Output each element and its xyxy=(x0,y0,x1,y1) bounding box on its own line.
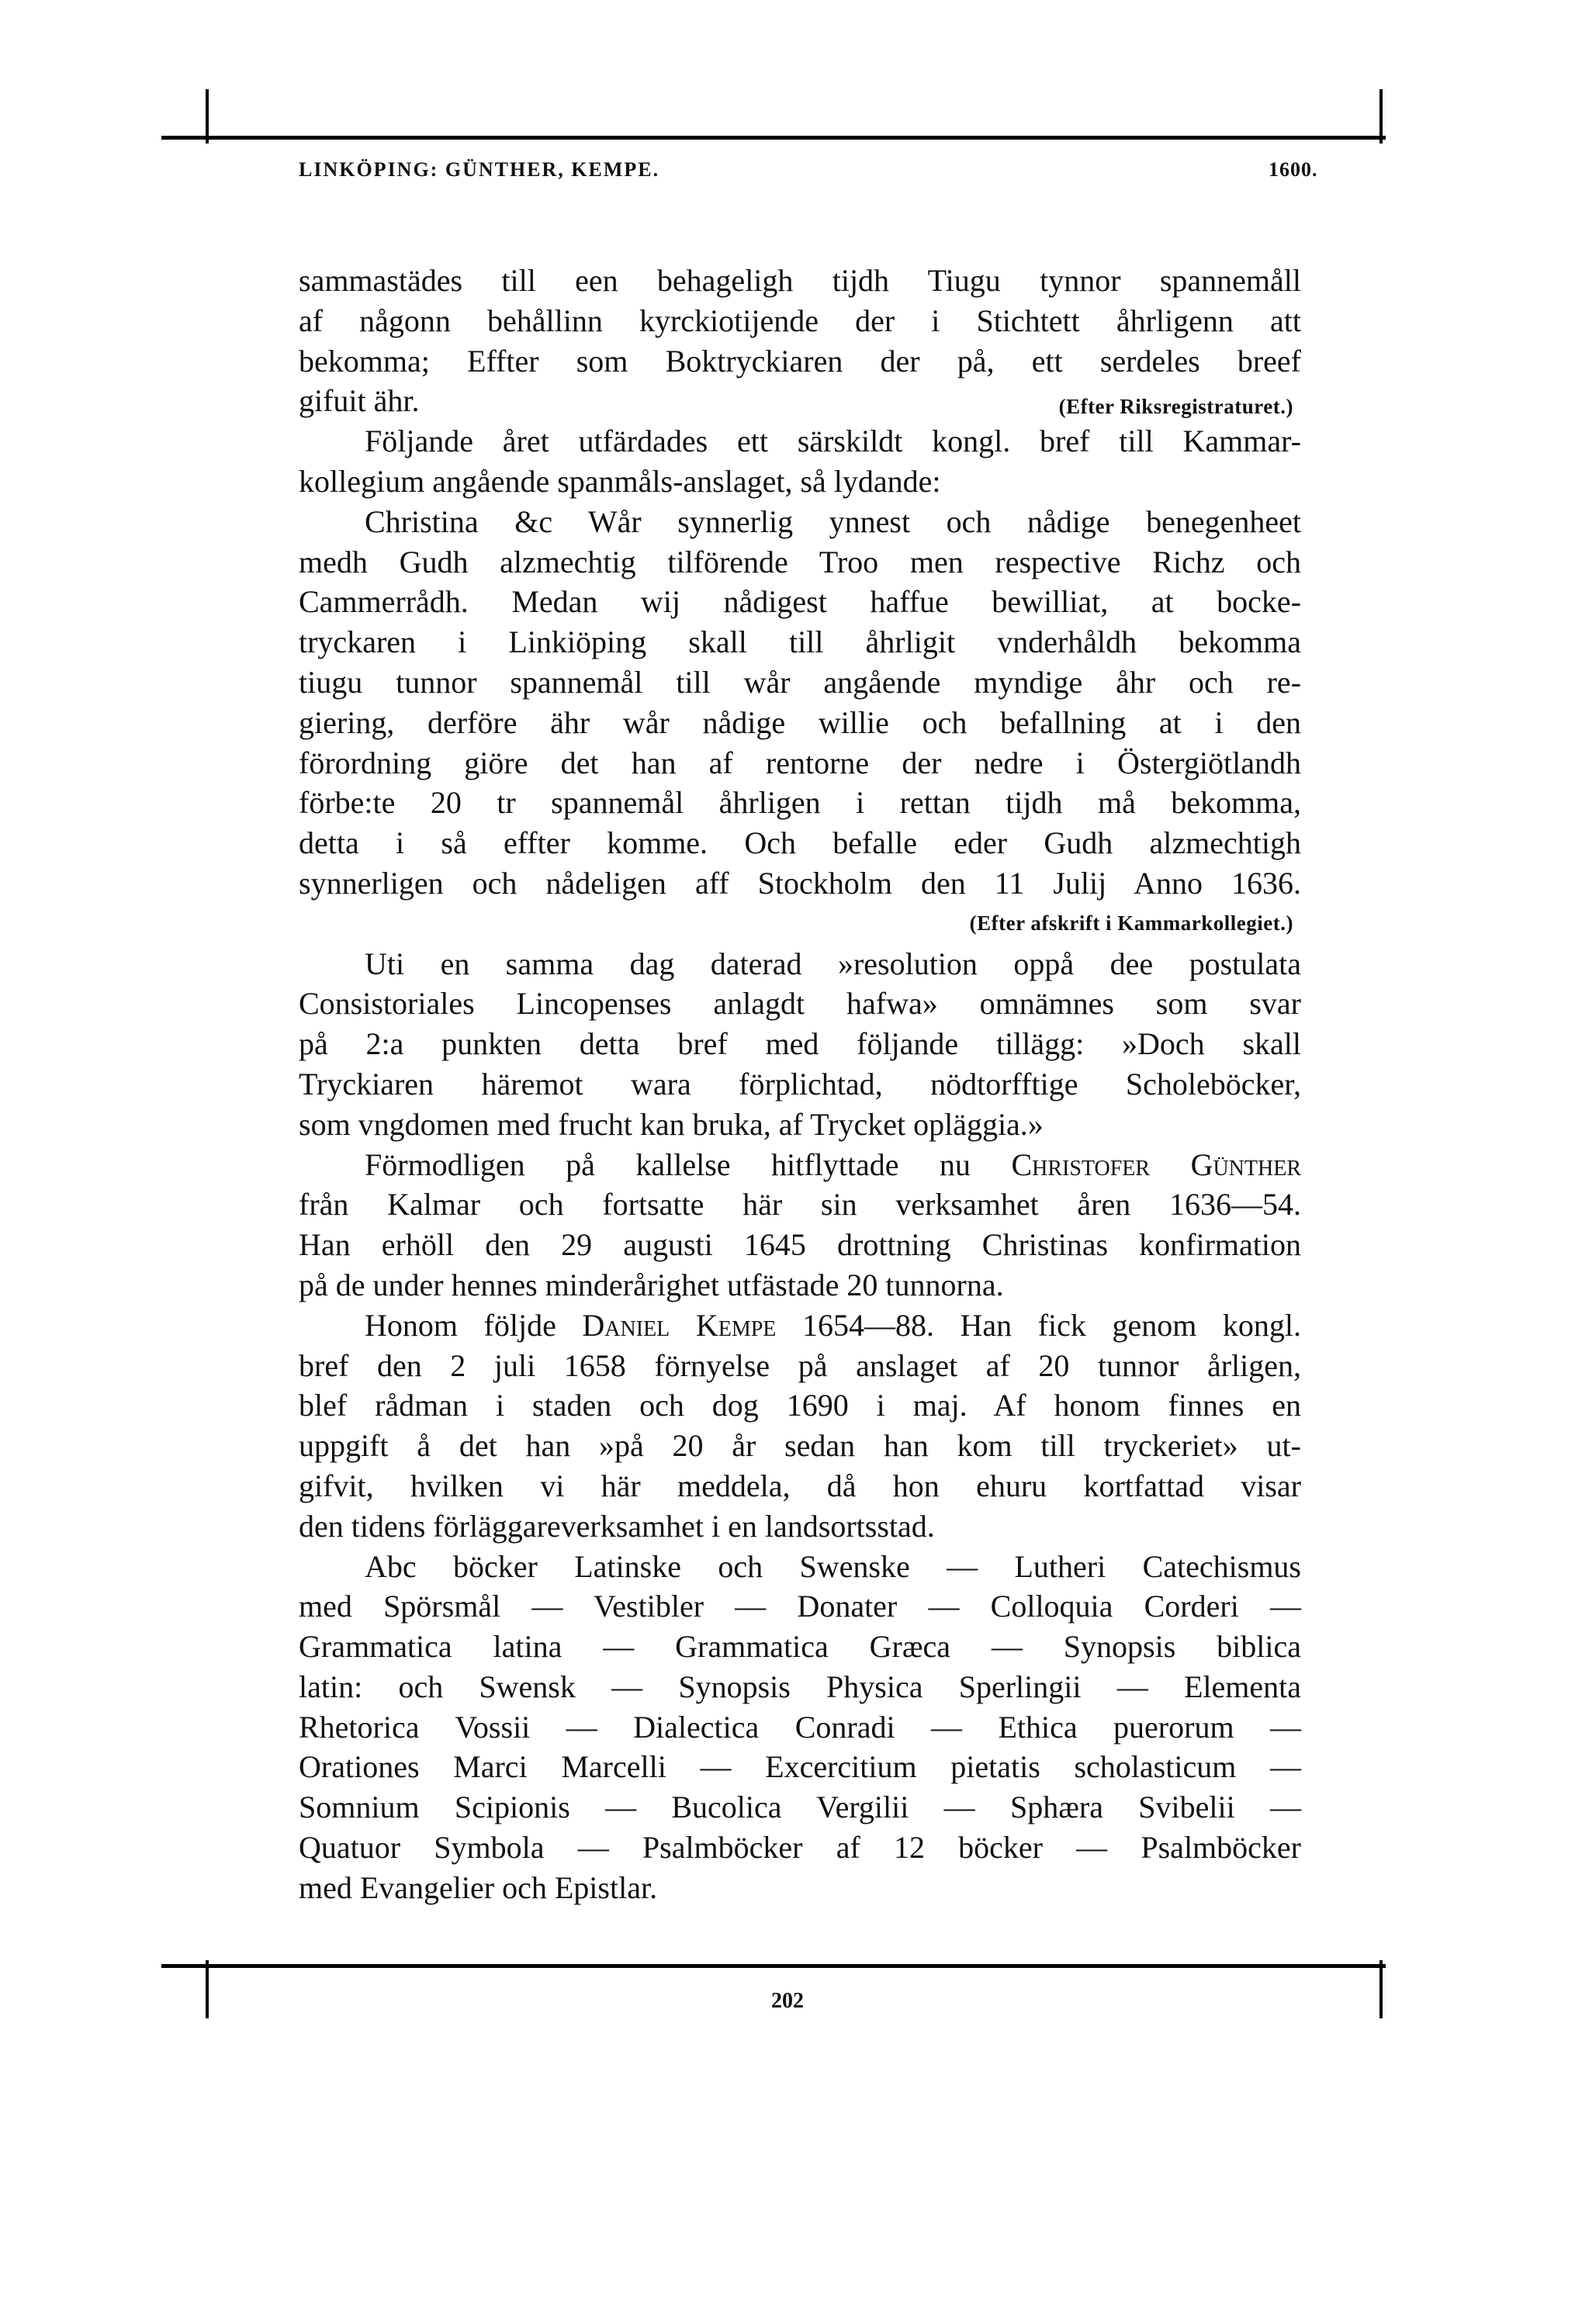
text-line: Grammatica latina — Grammatica Græca — Synopsis biblica xyxy=(299,1629,1301,1665)
text-line: Christina &c Wår synnerlig ynnest och nådige benegenheet xyxy=(365,503,1301,539)
source-note: (Efter afskrift i Kammarkollegiet.) xyxy=(969,911,1293,935)
text-line xyxy=(299,1306,1301,1346)
text-line: som vngdomen med frucht kan bruka, af Trycket opläggia.» xyxy=(299,1106,1044,1142)
person-name: Christofer Günther xyxy=(1011,1146,1302,1182)
person-name: Daniel Kempe xyxy=(582,1307,777,1343)
text-line: Rhetorica Vossii — Dialectica Conradi — Ethica puerorum — xyxy=(299,1709,1301,1745)
text-line: latin: och Swensk — Synopsis Physica Sperlingii — Elementa xyxy=(299,1669,1301,1704)
text-line: på 2:a punkten detta bref med följande tillägg: »Doch skall xyxy=(299,1026,1301,1062)
text-fragment: Förmodligen på kallelse hitflyttade nu xyxy=(365,1146,1012,1182)
text-line: medh Gudh alzmechtig tilförende Troo men respective Richz och xyxy=(299,544,1301,579)
text-line: sammastädes till een behageligh tijdh Tiugu tynnor spannemåll xyxy=(299,263,1301,298)
text-line: gifvit, hvilken vi här meddela, då hon ehuru kortfattad visar xyxy=(299,1468,1301,1503)
text-line: tiugu tunnor spannemål till wår angående myndige åhr och re- xyxy=(299,664,1301,700)
running-title: LINKÖPING: GÜNTHER, KEMPE. xyxy=(299,158,660,181)
text-line: förordning giöre det han af rentorne der nedre i Östergiötlandh xyxy=(299,745,1301,780)
text-line: synnerligen och nådeligen aff Stockholm den 11 Julij Anno 1636. xyxy=(299,865,1301,901)
text-line xyxy=(299,1145,1301,1185)
text-fragment: Honom följde xyxy=(365,1307,583,1343)
text-line: Följande året utfärdades ett särskildt kongl. bref till Kammar- xyxy=(365,424,1301,459)
text-line: den tidens förläggareverksamhet i en landsortsstad. xyxy=(299,1508,935,1544)
text-line: från Kalmar och fortsatte här sin verksamhet åren 1636—54. xyxy=(299,1187,1301,1223)
text-line: förbe:te 20 tr spannemål åhrligen i rettan tijdh må bekomma, xyxy=(299,785,1301,821)
crop-mark-left-top xyxy=(206,89,209,144)
text-line: med Spörsmål — Vestibler — Donater — Colloquia Corderi — xyxy=(299,1589,1301,1624)
text-line: bekomma; Effter som Boktryckiaren der på, ett serdeles breef xyxy=(299,343,1301,379)
text-line: detta i så effter komme. Och befalle eder Gudh alzmechtigh xyxy=(299,825,1301,861)
text-line: Quatuor Symbola — Psalmböcker af 12 böcker — Psalmböcker xyxy=(299,1830,1301,1866)
crop-mark-right-top xyxy=(1379,89,1383,144)
text-line: giering, derföre ähr wår nådige willie och befallning at i den xyxy=(299,704,1301,740)
running-header xyxy=(299,158,1318,182)
text-line: Cammerrådh. Medan wij nådigest haffue bewilliat, at bocke- xyxy=(299,584,1301,620)
text-line: Tryckiaren häremot wara förplichtad, nödtorfftige Scholeböcker, xyxy=(299,1066,1301,1101)
text-line: Consistoriales Lincopenses anlagdt hafwa» omnämnes som svar xyxy=(299,986,1301,1022)
text-line: kollegium angående spanmåls-anslaget, så lydande: xyxy=(299,463,941,499)
text-line: bref den 2 juli 1658 förnyelse på anslaget af 20 tunnor årligen, xyxy=(299,1347,1301,1383)
page-number: 202 xyxy=(771,1989,804,2013)
source-row xyxy=(299,904,1301,944)
text-line: på de under hennes minderårighet utfästade 20 tunnorna. xyxy=(299,1267,1004,1302)
text-line: gifuit ähr. xyxy=(299,383,420,419)
text-line: tryckaren i Linkiöping skall till åhrligit vnderhåldh bekomma xyxy=(299,624,1301,660)
text-line: af någonn behållinn kyrckiotijende der i Stichtett åhrligenn att xyxy=(299,303,1301,338)
text-line: blef rådman i staden och dog 1690 i maj. Af honom finnes en xyxy=(299,1388,1301,1423)
source-note: (Efter Riksregistraturet.) xyxy=(1058,395,1293,419)
header-year: 1600. xyxy=(1269,158,1318,181)
text-line: Han erhöll den 29 augusti 1645 drottning Christinas konfirmation xyxy=(299,1227,1301,1263)
body-text xyxy=(299,261,1301,1908)
text-fragment: 1654—88. Han fick genom kongl. xyxy=(776,1307,1301,1343)
top-rule xyxy=(161,136,1386,140)
text-line-with-source xyxy=(299,381,1301,421)
bottom-rule xyxy=(161,1964,1386,1968)
text-line: uppgift å det han »på 20 år sedan han kom till tryckeriet» ut- xyxy=(299,1428,1301,1464)
text-line: Uti en samma dag daterad »resolution oppå dee postulata xyxy=(365,946,1301,981)
text-line: Abc böcker Latinske och Swenske — Lutheri Catechismus xyxy=(365,1548,1301,1584)
text-line: med Evangelier och Epistlar. xyxy=(299,1869,658,1905)
text-line: Orationes Marci Marcelli — Excercitium pietatis scholasticum — xyxy=(299,1749,1301,1785)
text-line: Somnium Scipionis — Bucolica Vergilii — Sphæra Svibelii — xyxy=(299,1790,1301,1825)
